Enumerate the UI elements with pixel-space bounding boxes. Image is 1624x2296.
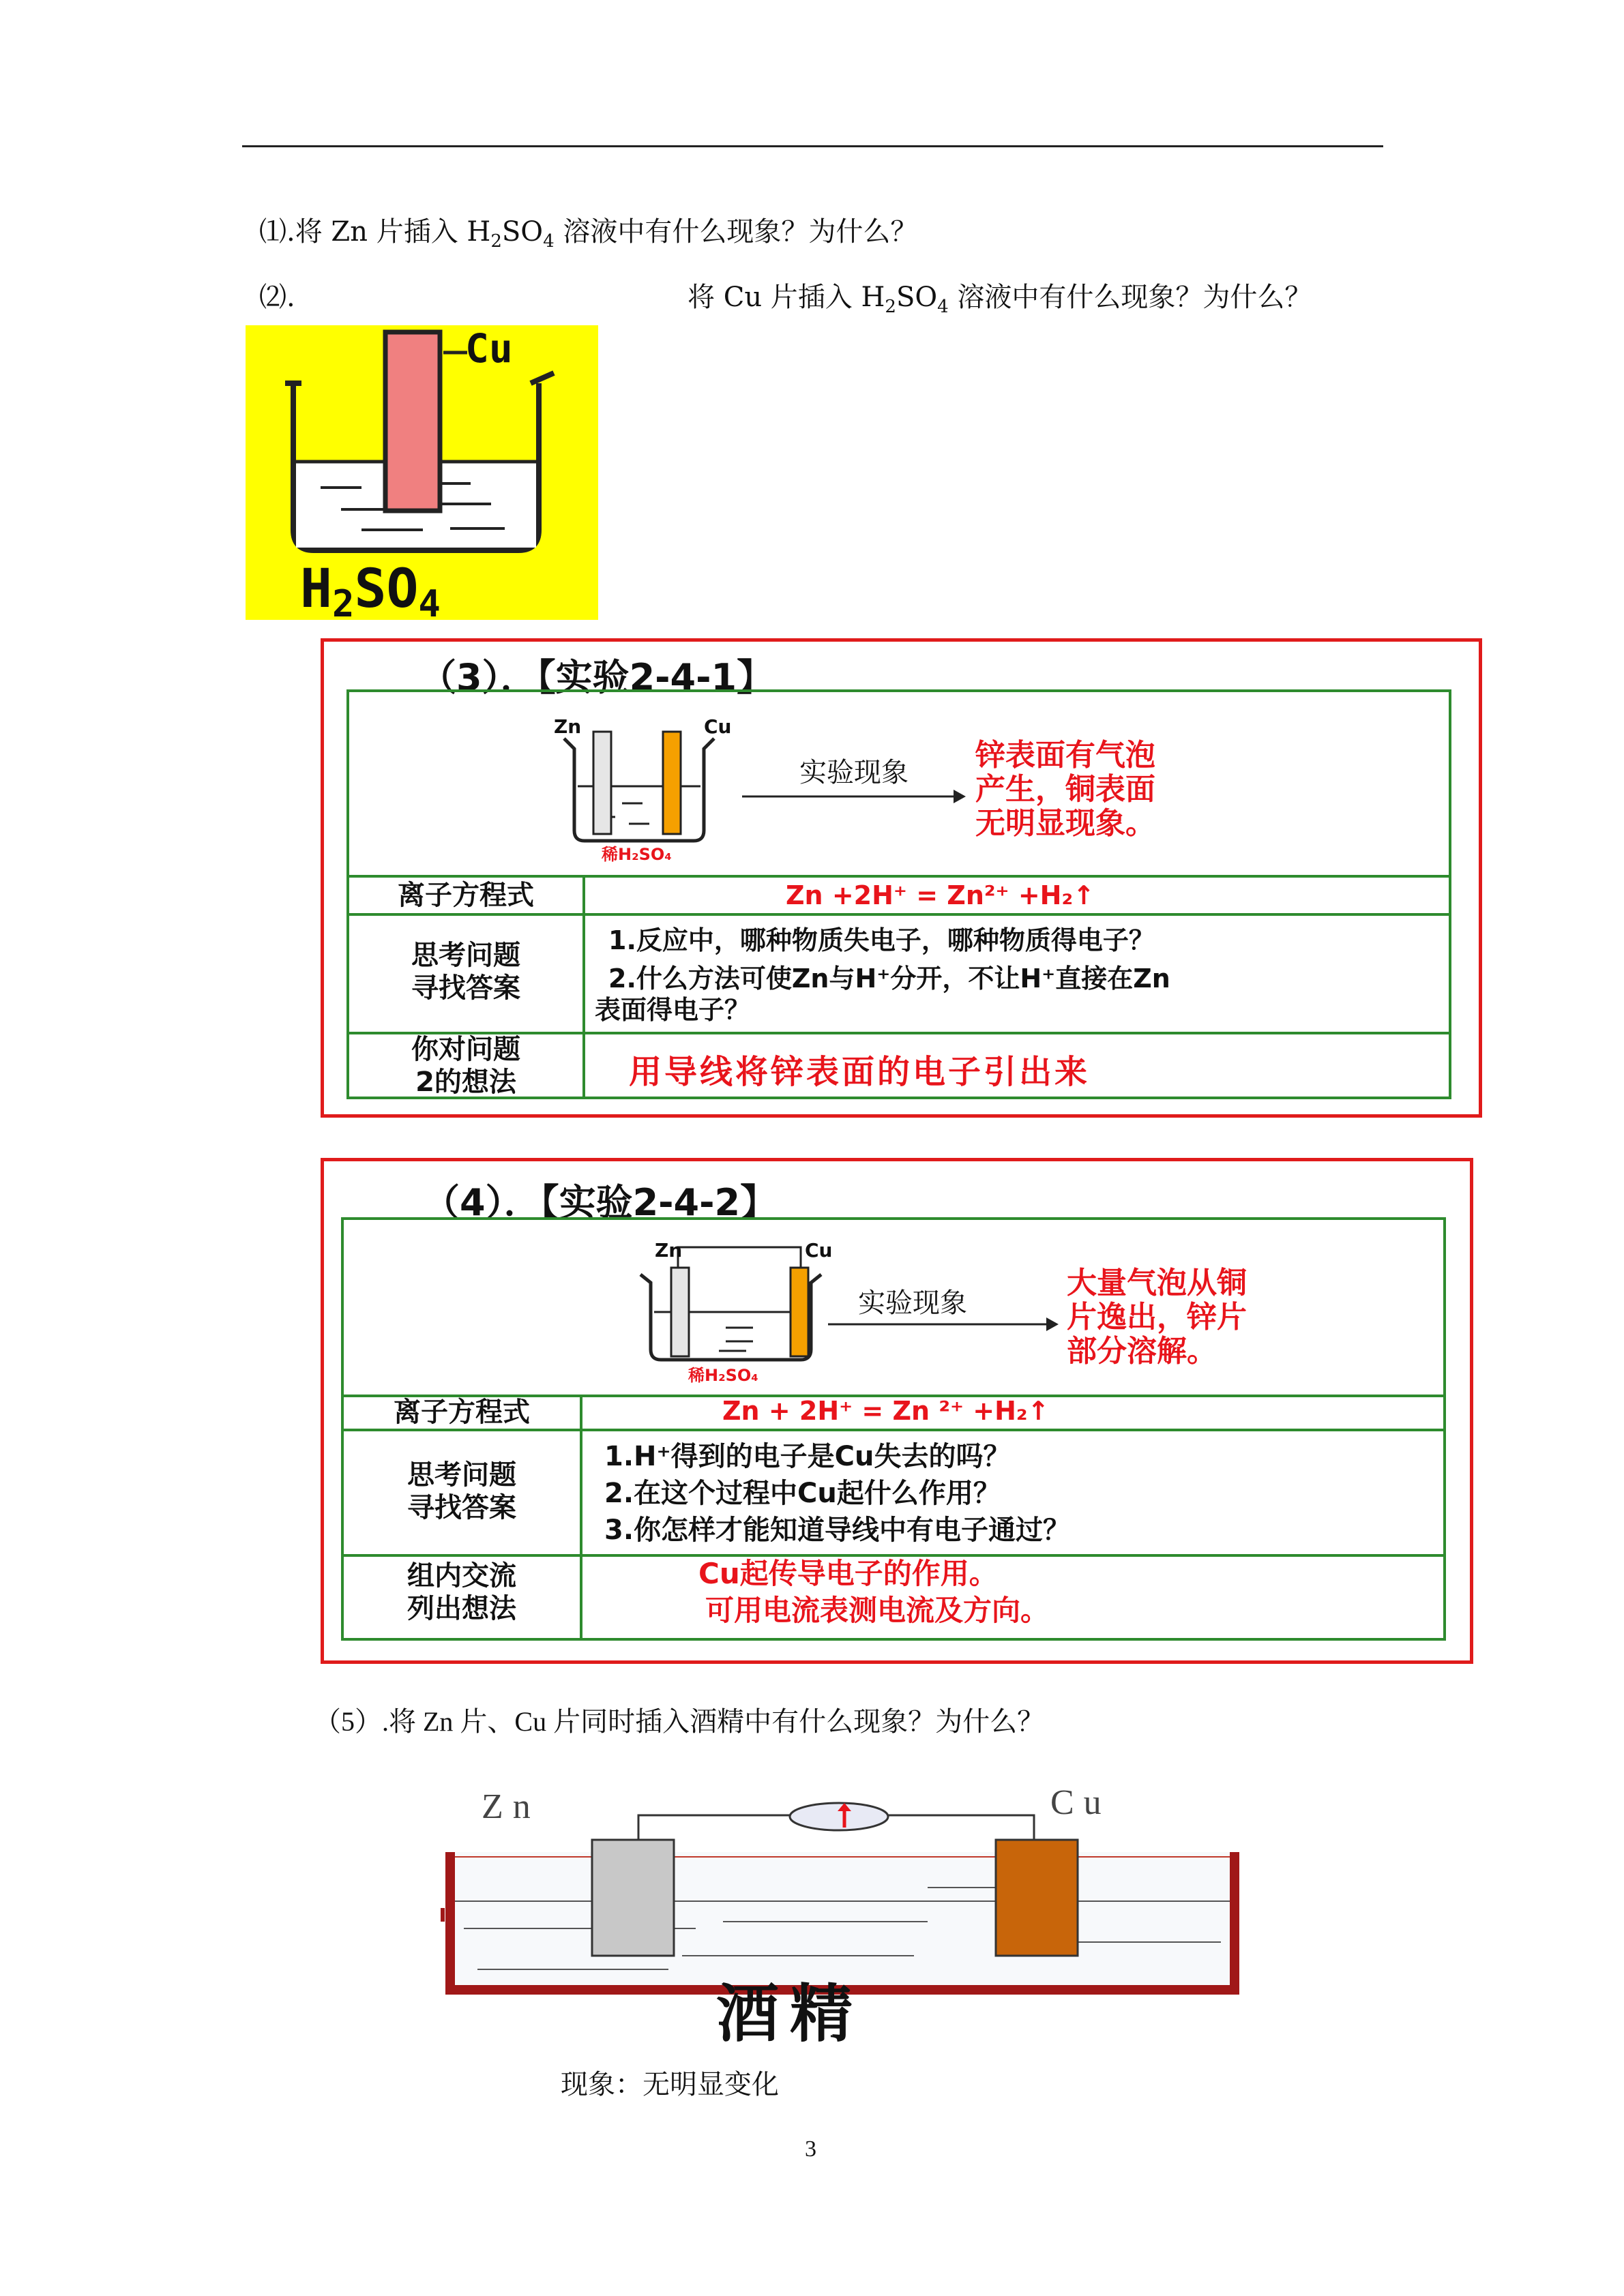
question-2-number: ⑵. (259, 282, 295, 313)
dilute-acid-label: 稀H₂SO₄ (688, 1366, 758, 1385)
zn-label: Zn (482, 1787, 540, 1826)
experiment-3-table (346, 689, 1451, 1099)
result-arrow (828, 1314, 1060, 1335)
idea-answer: 用导线将锌表面的电子引出来 (629, 1053, 1091, 1091)
think-questions: 1.H⁺得到的电子是Cu失去的吗？ 2.在这个过程中Cu起什么作用？ 3.你怎样才能知道导线中有电子通过？ (604, 1441, 1071, 1546)
cu-label: Cu (1050, 1783, 1111, 1822)
ionic-equation: Zn +2H⁺ = Zn²⁺ +H₂↑ (786, 880, 1095, 910)
experiment-4-table (341, 1217, 1446, 1641)
group-ideas: Cu起传导电子的作用。 可用电流表测电流及方向。 (698, 1557, 1050, 1627)
cu-label: Cu (465, 325, 513, 372)
alcohol-figure (437, 1783, 1255, 2051)
equation-label: 离子方程式 (394, 1397, 530, 1428)
question-1: ⑴.将 Zn 片插入 $H_2SO_4$ 溶液中有什么现象？为什么？ (259, 216, 918, 252)
experiment-3-result: 锌表面有气泡 产生，铜表面 无明显现象。 (975, 738, 1155, 841)
observation-text: 现象：无明显变化 (561, 2069, 779, 2100)
think-label: 思考问题 寻找答案 (411, 940, 520, 1004)
cu-in-acid-figure (246, 325, 598, 625)
experiment-3-panel (321, 638, 1482, 1118)
ionic-equation: Zn + 2H⁺ = Zn ²⁺ +H₂↑ (722, 1396, 1050, 1426)
question-2: 将 Cu 片插入 $H_2SO_4$ 溶液中有什么现象？为什么？ (688, 282, 1312, 317)
experiment-4-panel (321, 1158, 1473, 1664)
observe-label: 实验现象 (799, 757, 909, 788)
experiment-4-result: 大量气泡从铜 片逸出，锌片 部分溶解。 (1067, 1266, 1247, 1369)
think-questions: 1.反应中，哪种物质失电子，哪种物质得电子？ 2.什么方法可使Zn与H⁺分开，不让H⁺直接在Zn 表面得电子？ (595, 925, 1170, 1025)
h2so4-label: H2SO4 (300, 558, 441, 625)
alcohol-label: 酒精 (716, 1977, 864, 2051)
question-5: （5）.将 Zn 片、Cu 片同时插入酒精中有什么现象？为什么？ (314, 1706, 1045, 1737)
page-number: 3 (805, 2136, 816, 2162)
think-label: 思考问题 寻找答案 (407, 1459, 516, 1523)
idea-label: 你对问题 2的想法 (411, 1034, 520, 1098)
zn-electrode-label: Zn (655, 1239, 683, 1262)
observe-label: 实验现象 (858, 1287, 967, 1319)
zn-electrode-label: Zn (554, 715, 582, 738)
experiment-4-title: （4）．【实验2-4-2】 (423, 1181, 778, 1224)
header-rule (242, 145, 1383, 147)
result-arrow (742, 786, 967, 807)
experiment-3-title: （3）．【实验2-4-1】 (419, 656, 774, 699)
cu-electrode-label: Cu (704, 715, 732, 738)
dilute-acid-label: 稀H₂SO₄ (602, 845, 672, 864)
equation-label: 离子方程式 (398, 880, 534, 911)
cu-electrode-label: Cu (805, 1239, 833, 1262)
group-label: 组内交流 列出想法 (407, 1560, 516, 1624)
